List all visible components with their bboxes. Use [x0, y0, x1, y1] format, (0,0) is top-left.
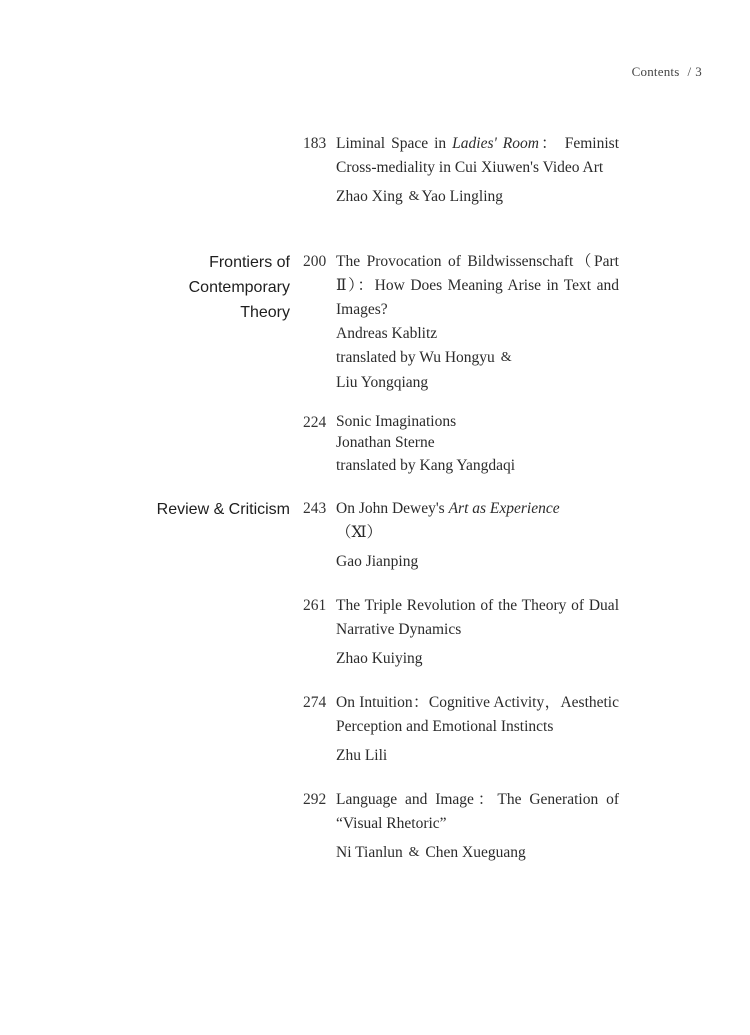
entry-page-number: 243 — [303, 500, 327, 517]
section-label-line: Contemporary — [188, 279, 290, 296]
toc-entry[interactable] — [303, 594, 619, 671]
entry-page-number: 274 — [303, 694, 327, 711]
entry-page-number: 183 — [303, 135, 327, 152]
toc-entry[interactable] — [303, 691, 619, 768]
header-label: Contents — [631, 64, 680, 79]
entry-translator-cont: Liu Yongqiang — [336, 374, 429, 391]
toc-entry[interactable] — [303, 411, 619, 478]
entry-author: Zhao Kuiying — [336, 650, 423, 667]
toc-entry[interactable] — [303, 250, 619, 395]
entry-title: The Provocation of Bildwissenschaft（Part Ⅱ）：How Does Meaning Arise in Text and Images? — [336, 253, 619, 318]
section-label-line: Frontiers of — [209, 254, 290, 271]
entry-translator: translated by Kang Yangdaqi — [336, 457, 516, 474]
section-label-line: Theory — [240, 304, 290, 321]
entry-title: Liminal Space in Ladies' Room： Feminist Cross-mediality in Cui Xiuwen's Video Art — [336, 135, 619, 176]
entry-author: Andreas Kablitz — [336, 325, 438, 342]
entry-author: Zhao Xing & Yao Lingling — [336, 188, 504, 205]
entry-title: On Intuition：Cognitive Activity，Aesthetic Perception and Emotional Instincts — [336, 694, 619, 735]
toc-entry[interactable] — [303, 132, 619, 210]
header-page-number: 3 — [695, 64, 702, 79]
toc-entry[interactable] — [303, 788, 619, 866]
entry-author: Jonathan Sterne — [336, 434, 435, 451]
entry-author: Zhu Lili — [336, 747, 388, 764]
running-header — [632, 64, 702, 80]
entry-author: Gao Jianping — [336, 553, 419, 570]
section-label-review — [157, 497, 290, 522]
entry-page-number: 261 — [303, 597, 327, 614]
entry-page-number: 200 — [303, 253, 327, 270]
entry-page-number: 224 — [303, 414, 327, 431]
entry-title: Language and Image：The Generation of “Visual Rhetoric” — [336, 791, 619, 832]
italic-title: Art as Experience — [448, 500, 560, 517]
entry-translator: translated by Wu Hongyu & — [336, 349, 512, 366]
entry-title: Sonic Imaginations — [336, 413, 457, 430]
entry-title: On John Dewey's Art as Experience （Ⅺ） — [336, 500, 560, 541]
italic-title: Ladies' Room — [452, 135, 539, 152]
entry-page-number: 292 — [303, 791, 327, 808]
toc-entry[interactable] — [303, 497, 619, 574]
entry-author: Ni Tianlun & Chen Xueguang — [336, 844, 526, 861]
section-label-line: Review & Criticism — [156, 501, 290, 518]
entry-title: The Triple Revolution of the Theory of Dual Narrative Dynamics — [336, 597, 619, 638]
section-label-frontiers — [189, 250, 290, 325]
header-separator: / — [687, 64, 692, 79]
